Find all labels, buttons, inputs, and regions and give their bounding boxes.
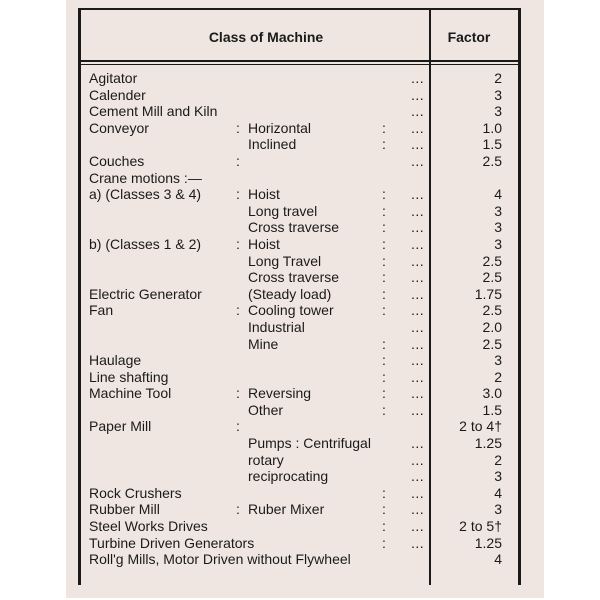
table-row bbox=[66, 352, 544, 369]
header-class-of-machine: Class of Machine bbox=[208, 29, 324, 45]
leader-dots: ... bbox=[411, 252, 425, 269]
separator-colon: : bbox=[236, 501, 240, 518]
header-factor: Factor bbox=[447, 29, 491, 45]
machine-class-cell: Line shafting bbox=[89, 368, 169, 385]
separator-colon: : bbox=[382, 235, 386, 252]
factor-cell: 2 to 4† bbox=[459, 418, 502, 435]
table-row bbox=[66, 518, 544, 535]
leader-dots: ... bbox=[411, 518, 425, 535]
factor-cell: 2 bbox=[494, 451, 502, 468]
leader-dots: ... bbox=[411, 136, 425, 153]
sub-class-cell: Cross traverse bbox=[248, 219, 340, 236]
machine-class-cell: a) (Classes 3 & 4) bbox=[89, 186, 202, 203]
machine-class-cell: Haulage bbox=[89, 352, 142, 369]
separator-colon: : bbox=[382, 335, 386, 352]
factor-cell: 4 bbox=[494, 484, 502, 501]
leader-dots: ... bbox=[411, 534, 425, 551]
factor-cell: 1.5 bbox=[482, 136, 502, 153]
factor-cell: 3 bbox=[494, 219, 502, 236]
machine-class-cell: Machine Tool bbox=[89, 385, 172, 402]
table-row bbox=[66, 203, 544, 220]
machine-class-cell: Agitator bbox=[89, 70, 138, 86]
header-rule bbox=[78, 60, 521, 62]
separator-colon: : bbox=[382, 285, 386, 302]
table-row bbox=[66, 501, 544, 518]
machine-class-cell: Rubber Mill bbox=[89, 501, 160, 518]
factor-cell: 2.0 bbox=[482, 318, 502, 335]
leader-dots: ... bbox=[411, 152, 425, 169]
table-row bbox=[66, 120, 544, 137]
table-row bbox=[66, 103, 544, 120]
leader-dots: ... bbox=[411, 70, 425, 86]
leader-dots: ... bbox=[411, 468, 425, 485]
leader-dots: ... bbox=[411, 302, 425, 319]
factor-cell: 1.0 bbox=[482, 119, 502, 136]
sub-class-cell: Other bbox=[248, 401, 284, 418]
leader-dots: ... bbox=[411, 335, 425, 352]
separator-colon: : bbox=[236, 302, 240, 319]
table-row bbox=[66, 551, 544, 568]
factor-cell: 2 to 5† bbox=[459, 518, 502, 535]
factor-cell: 4 bbox=[494, 551, 502, 568]
factor-cell: 3.0 bbox=[482, 385, 502, 402]
separator-colon: : bbox=[236, 119, 240, 136]
machine-class-cell: Steel Works Drives bbox=[89, 518, 208, 535]
leader-dots: ... bbox=[411, 501, 425, 518]
machine-class-cell: b) (Classes 1 & 2) bbox=[89, 235, 202, 252]
leader-dots: ... bbox=[411, 401, 425, 418]
machine-class-cell: Couches bbox=[89, 152, 145, 169]
table-row bbox=[66, 452, 544, 469]
factor-cell: 2.5 bbox=[482, 302, 502, 319]
leader-dots: ... bbox=[411, 103, 425, 120]
machine-class-cell: Cement Mill and Kiln bbox=[89, 103, 218, 120]
machine-class-cell: Paper Mill bbox=[89, 418, 152, 435]
leader-dots: ... bbox=[411, 352, 425, 369]
table-row bbox=[66, 219, 544, 236]
separator-colon: : bbox=[382, 401, 386, 418]
factor-cell: 3 bbox=[494, 352, 502, 369]
sub-class-cell: Pumps : Centrifugal bbox=[248, 435, 371, 452]
factor-cell: 2 bbox=[494, 70, 502, 86]
table-row bbox=[66, 535, 544, 552]
leader-dots: ... bbox=[411, 186, 425, 203]
sub-class-cell: Horizontal bbox=[248, 119, 312, 136]
sub-class-cell: rotary bbox=[248, 451, 284, 468]
machine-class-cell: Rock Crushers bbox=[89, 484, 182, 501]
factor-cell: 3 bbox=[494, 501, 502, 518]
sub-class-cell: Long travel bbox=[248, 202, 318, 219]
leader-dots: ... bbox=[411, 451, 425, 468]
leader-dots: ... bbox=[411, 202, 425, 219]
leader-dots: ... bbox=[411, 235, 425, 252]
machine-class-cell: Conveyor bbox=[89, 119, 149, 136]
table-row bbox=[66, 468, 544, 485]
sub-class-cell: (Steady load) bbox=[248, 285, 332, 302]
separator-colon: : bbox=[236, 186, 240, 203]
sub-class-cell: reciprocating bbox=[248, 468, 329, 485]
leader-dots: ... bbox=[411, 86, 425, 103]
separator-colon: : bbox=[382, 302, 386, 319]
table-row bbox=[66, 186, 544, 203]
sub-class-cell: Hoist bbox=[248, 235, 280, 252]
table-row bbox=[66, 319, 544, 336]
table-row bbox=[66, 170, 544, 187]
factor-cell: 1.5 bbox=[482, 401, 502, 418]
separator-colon: : bbox=[236, 152, 240, 169]
separator-colon: : bbox=[382, 119, 386, 136]
factor-cell: 3 bbox=[494, 235, 502, 252]
separator-colon: : bbox=[236, 235, 240, 252]
factor-cell: 1.25 bbox=[474, 534, 502, 551]
table-row bbox=[66, 485, 544, 502]
separator-colon: : bbox=[382, 518, 386, 535]
separator-colon: : bbox=[382, 501, 386, 518]
leader-dots: ... bbox=[411, 435, 425, 452]
separator-colon: : bbox=[382, 186, 386, 203]
factor-cell: 2.5 bbox=[482, 152, 502, 169]
leader-dots: ... bbox=[411, 269, 425, 286]
factor-cell: 2 bbox=[494, 368, 502, 385]
sub-class-cell: Cross traverse bbox=[248, 269, 340, 286]
factor-cell: 3 bbox=[494, 103, 502, 120]
sub-class-cell: Mine bbox=[248, 335, 279, 352]
separator-colon: : bbox=[382, 202, 386, 219]
table-row bbox=[66, 236, 544, 253]
machine-class-cell: Roll'g Mills, Motor Driven without Flywheel bbox=[89, 551, 351, 568]
table-row bbox=[66, 418, 544, 435]
separator-colon: : bbox=[382, 219, 386, 236]
separator-colon: : bbox=[236, 418, 240, 435]
separator-colon: : bbox=[236, 385, 240, 402]
leader-dots: ... bbox=[411, 219, 425, 236]
table-row bbox=[66, 369, 544, 386]
leader-dots: ... bbox=[411, 368, 425, 385]
separator-colon: : bbox=[382, 484, 386, 501]
sub-class-cell: Hoist bbox=[248, 186, 280, 203]
machine-class-cell: Turbine Driven Generators bbox=[89, 534, 255, 551]
table-row bbox=[66, 435, 544, 452]
factor-cell: 3 bbox=[494, 468, 502, 485]
separator-colon: : bbox=[382, 368, 386, 385]
table-row bbox=[66, 336, 544, 353]
table-row bbox=[66, 402, 544, 419]
header-rule-thin bbox=[78, 64, 521, 65]
factor-cell: 3 bbox=[494, 202, 502, 219]
machine-class-cell: Electric Generator bbox=[89, 285, 202, 302]
separator-colon: : bbox=[382, 269, 386, 286]
table-row bbox=[66, 87, 544, 104]
factor-cell: 1.25 bbox=[474, 435, 502, 452]
separator-colon: : bbox=[382, 136, 386, 153]
table-row bbox=[66, 70, 544, 87]
factor-cell: 2.5 bbox=[482, 252, 502, 269]
table-row bbox=[66, 269, 544, 286]
table-row bbox=[66, 302, 544, 319]
scanned-page bbox=[66, 0, 544, 598]
table-row bbox=[66, 385, 544, 402]
leader-dots: ... bbox=[411, 484, 425, 501]
separator-colon: : bbox=[382, 252, 386, 269]
table-row bbox=[66, 153, 544, 170]
table-row bbox=[66, 136, 544, 153]
table-row bbox=[66, 253, 544, 270]
leader-dots: ... bbox=[411, 318, 425, 335]
sub-class-cell: Inclined bbox=[248, 136, 297, 153]
separator-colon: : bbox=[382, 352, 386, 369]
table-row bbox=[66, 286, 544, 303]
machine-class-cell: Fan bbox=[89, 302, 114, 319]
machine-class-cell: Crane motions :— bbox=[89, 169, 202, 186]
separator-colon: : bbox=[382, 534, 386, 551]
factor-cell: 2.5 bbox=[482, 335, 502, 352]
separator-colon: : bbox=[382, 385, 386, 402]
machine-factor-table bbox=[66, 70, 544, 568]
factor-cell: 3 bbox=[494, 86, 502, 103]
leader-dots: ... bbox=[411, 119, 425, 136]
sub-class-cell: Cooling tower bbox=[248, 302, 334, 319]
sub-class-cell: Ruber Mixer bbox=[248, 501, 325, 518]
sub-class-cell: Reversing bbox=[248, 385, 312, 402]
factor-cell: 1.75 bbox=[474, 285, 502, 302]
leader-dots: ... bbox=[411, 285, 425, 302]
factor-cell: 2.5 bbox=[482, 269, 502, 286]
sub-class-cell: Long Travel bbox=[248, 252, 322, 269]
sub-class-cell: Industrial bbox=[248, 318, 305, 335]
factor-cell: 4 bbox=[494, 186, 502, 203]
leader-dots: ... bbox=[411, 385, 425, 402]
machine-class-cell: Calender bbox=[89, 86, 146, 103]
